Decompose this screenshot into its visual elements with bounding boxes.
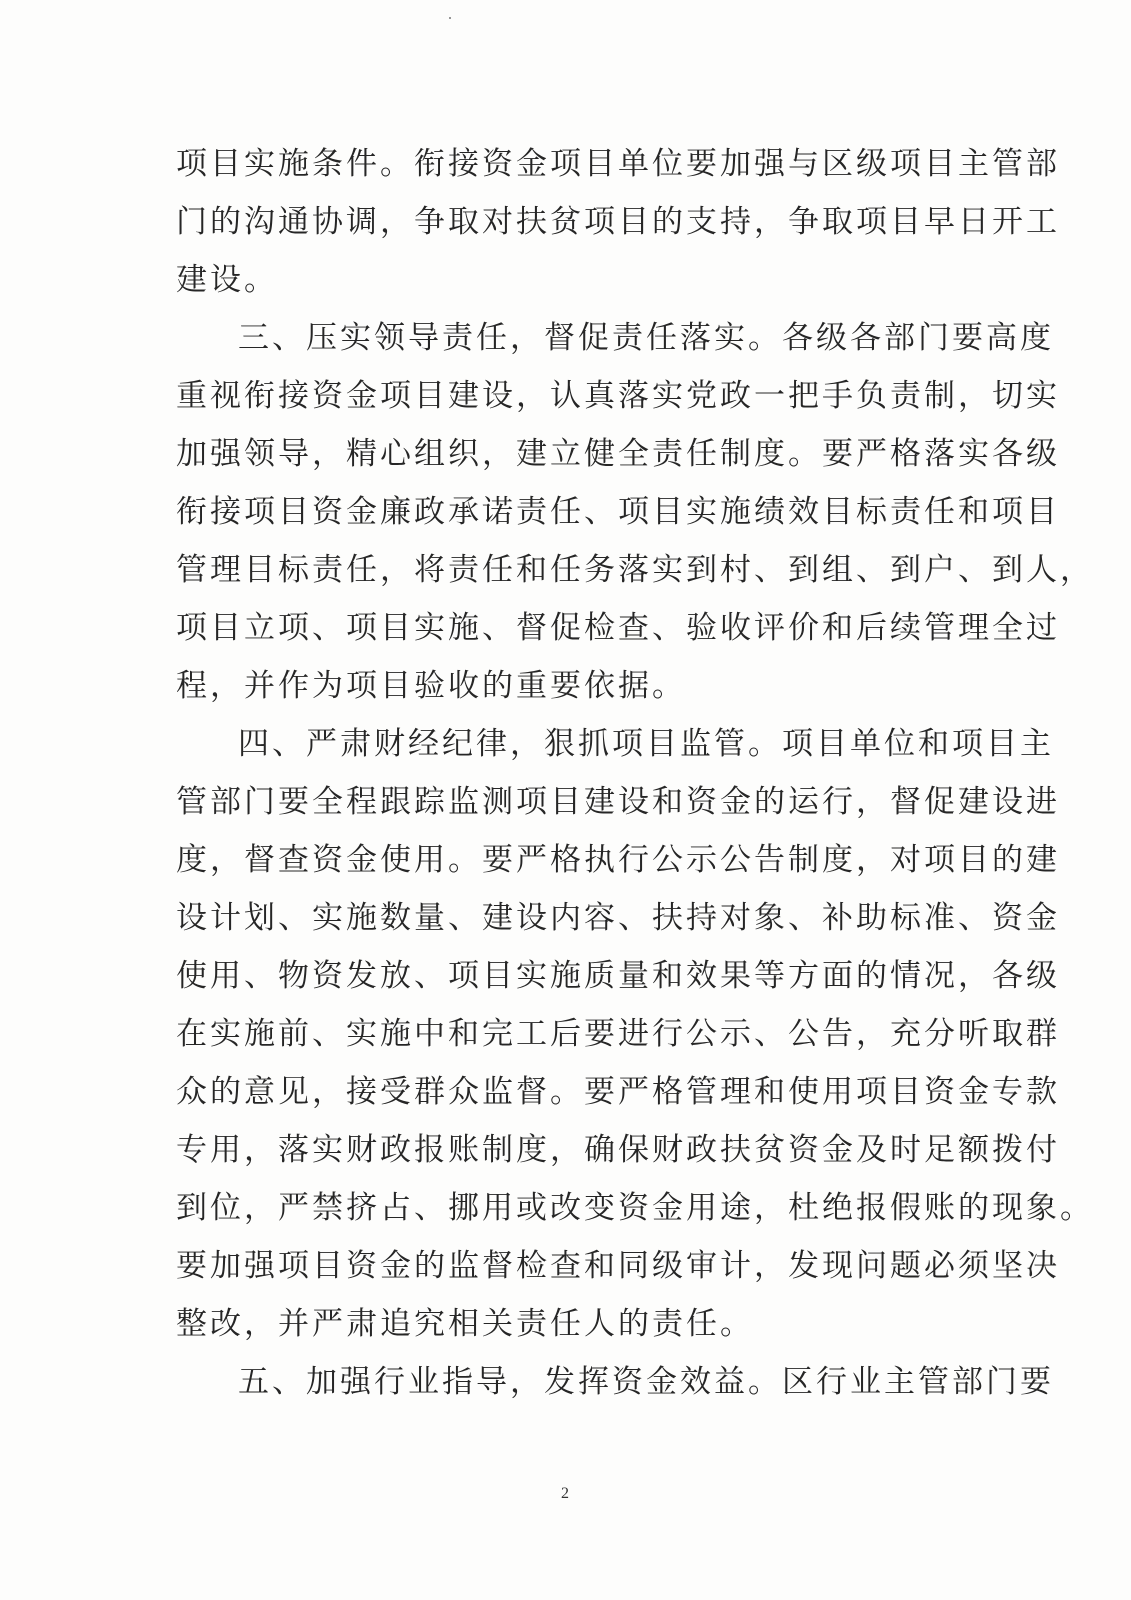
text-line: 重视衔接资金项目建设，认真落实党政一把手负责制，切实 <box>176 378 1060 414</box>
text-line: 设计划、实施数量、建设内容、扶持对象、补助标准、资金 <box>176 900 1060 936</box>
text-line: 衔接项目资金廉政承诺责任、项目实施绩效目标责任和项目 <box>176 494 1060 530</box>
text-line: 程，并作为项目验收的重要依据。 <box>176 668 686 704</box>
text-line: 建设。 <box>176 262 278 298</box>
text-line: 要加强项目资金的监督检查和同级审计，发现问题必须坚决 <box>176 1248 1060 1284</box>
text-line: 项目实施条件。衔接资金项目单位要加强与区级项目主管部 <box>176 146 1060 182</box>
section-heading-3: 三、压实领导责任，督促责任落实。各级各部门要高度 <box>238 320 1054 356</box>
page-number: 2 <box>561 1485 569 1502</box>
text-line: 项目立项、项目实施、督促检查、验收评价和后续管理全过 <box>176 610 1060 646</box>
text-line: 在实施前、实施中和完工后要进行公示、公告，充分听取群 <box>176 1016 1060 1052</box>
text-line: 门的沟通协调，争取对扶贫项目的支持，争取项目早日开工 <box>176 204 1060 240</box>
text-line: 管理目标责任，将责任和任务落实到村、到组、到户、到人， <box>176 552 1094 588</box>
section-heading-5: 五、加强行业指导，发挥资金效益。区行业主管部门要 <box>238 1364 1054 1400</box>
text-line: 专用，落实财政报账制度，确保财政扶贫资金及时足额拨付 <box>176 1132 1060 1168</box>
text-line: 使用、物资发放、项目实施质量和效果等方面的情况，各级 <box>176 958 1060 994</box>
text-line: 加强领导，精心组织，建立健全责任制度。要严格落实各级 <box>176 436 1060 472</box>
text-line: 度，督查资金使用。要严格执行公示公告制度，对项目的建 <box>176 842 1060 878</box>
text-line: 管部门要全程跟踪监测项目建设和资金的运行，督促建设进 <box>176 784 1060 820</box>
text-line: 整改，并严肃追究相关责任人的责任。 <box>176 1306 754 1342</box>
text-line: 到位，严禁挤占、挪用或改变资金用途，杜绝报假账的现象。 <box>176 1190 1094 1226</box>
section-heading-4: 四、严肃财经纪律，狠抓项目监管。项目单位和项目主 <box>238 726 1054 762</box>
scan-speck <box>449 17 451 19</box>
text-line: 众的意见，接受群众监督。要严格管理和使用项目资金专款 <box>176 1074 1060 1110</box>
